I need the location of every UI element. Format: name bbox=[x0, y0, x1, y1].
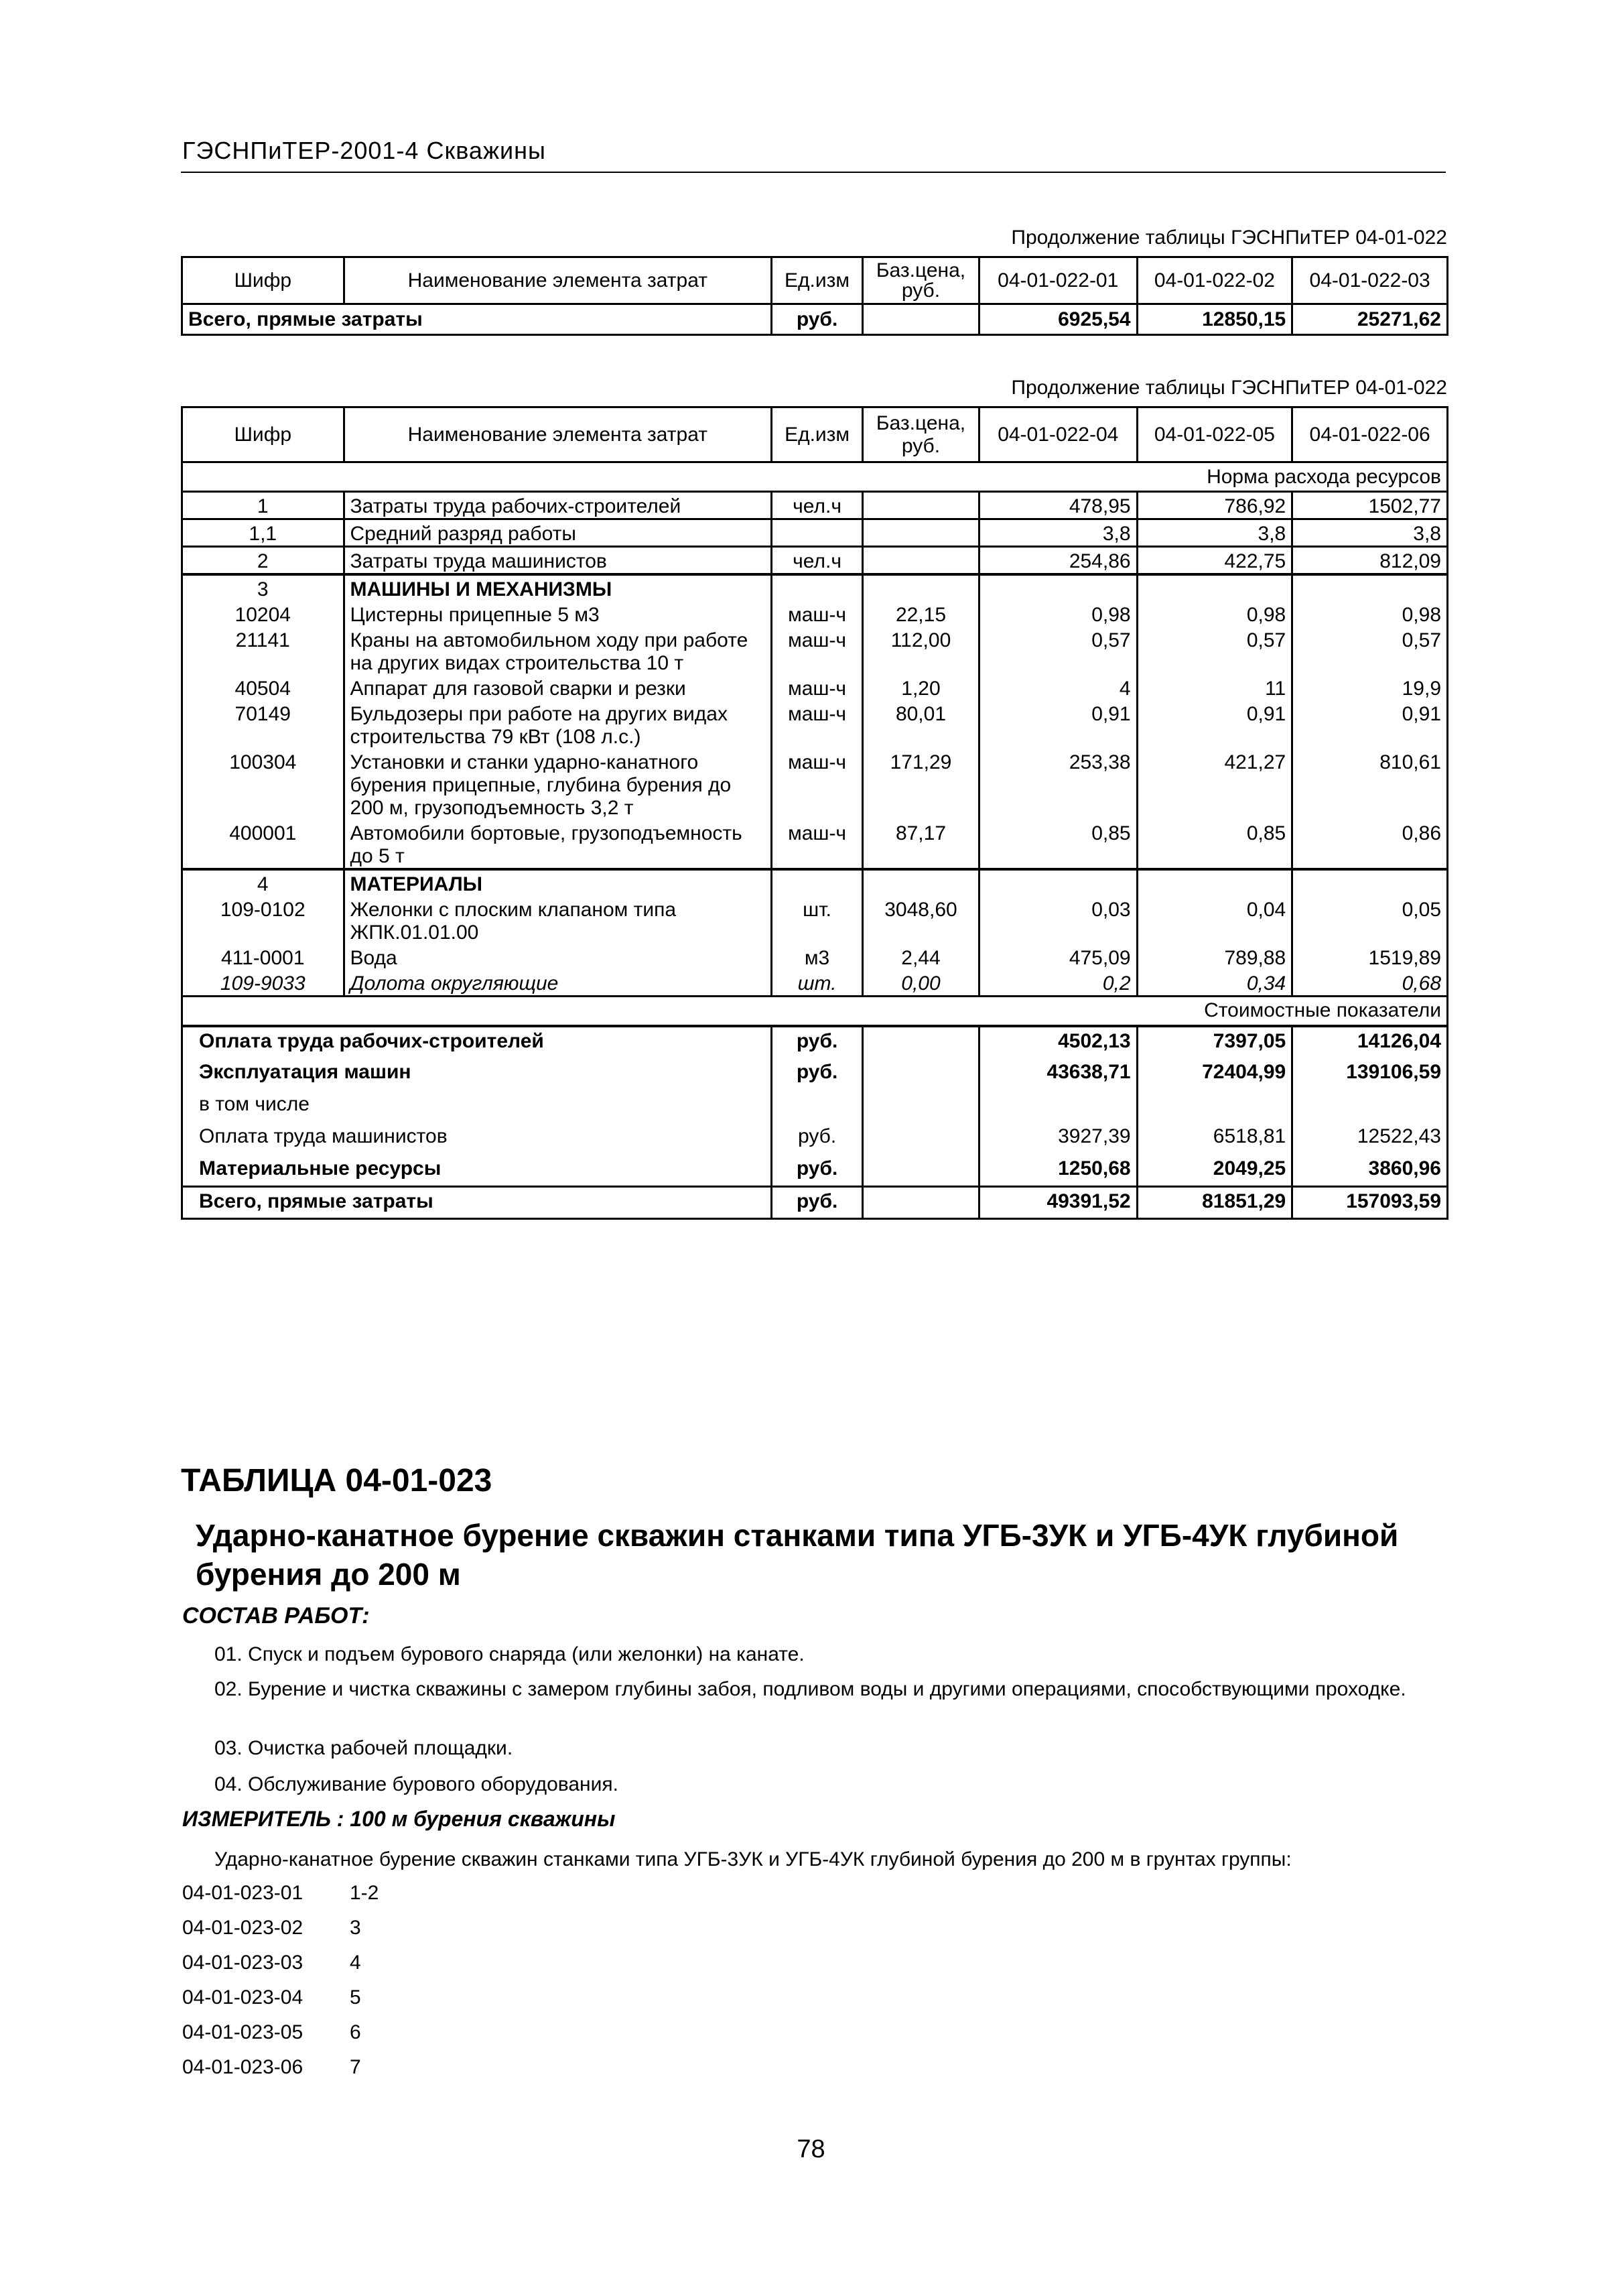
code: 04-01-023-03 bbox=[182, 1952, 303, 1974]
unit-cell: чел.ч bbox=[772, 492, 863, 519]
price-cell: 171,29 bbox=[863, 749, 979, 820]
col-2-header: 04-01-022-05 bbox=[1137, 407, 1292, 462]
resource-row bbox=[182, 970, 1448, 997]
cost-row bbox=[182, 1026, 1448, 1058]
table1-total-row bbox=[182, 304, 1448, 335]
unit-cell: шт. bbox=[772, 970, 863, 997]
unit-cell: маш-ч bbox=[772, 627, 863, 675]
cost-label: Оплата труда машинистов bbox=[182, 1123, 772, 1155]
name-cell: Вода bbox=[344, 944, 772, 970]
col-price-header: Баз.цена, руб. bbox=[863, 257, 979, 304]
value-cell: 0,91 bbox=[979, 700, 1137, 749]
col-unit-header: Ед.изм bbox=[772, 257, 863, 304]
value-cell: 3,8 bbox=[979, 519, 1137, 547]
table1-header-row bbox=[182, 257, 1448, 304]
cost-row bbox=[182, 1090, 1448, 1123]
value-cell: 0,98 bbox=[1292, 601, 1448, 627]
cost-label: Оплата труда рабочих-строителей bbox=[182, 1026, 772, 1058]
group: 3 bbox=[350, 1917, 361, 1939]
cost-row bbox=[182, 1155, 1448, 1187]
resource-row bbox=[182, 519, 1448, 547]
value-cell: 0,85 bbox=[1137, 820, 1292, 869]
resource-row bbox=[182, 700, 1448, 749]
price-cell bbox=[863, 547, 979, 575]
col-2-header: 04-01-022-02 bbox=[1137, 257, 1292, 304]
group: 1-2 bbox=[350, 1882, 379, 1904]
value-cell: 0,68 bbox=[1292, 970, 1448, 997]
value-cell: 3,8 bbox=[1292, 519, 1448, 547]
value-cell bbox=[1292, 574, 1448, 601]
code-cell: 1 bbox=[182, 492, 344, 519]
section-title: Ударно-канатное бурение скважин станками типа УГБ-3УК и УГБ-4УК глубиной бурения до 200 м bbox=[196, 1518, 1399, 1592]
cost-label: в том числе bbox=[182, 1090, 772, 1123]
cost-value: 2049,25 bbox=[1137, 1155, 1292, 1187]
col-code-header: Шифр bbox=[182, 257, 344, 304]
cost-unit: руб. bbox=[772, 1058, 863, 1090]
name-cell: Желонки с плоским клапаном типа ЖПК.01.01.00 bbox=[344, 896, 772, 944]
value-cell: 3,8 bbox=[1137, 519, 1292, 547]
value-cell bbox=[1137, 574, 1292, 601]
name-cell: МАТЕРИАЛЫ bbox=[344, 869, 772, 896]
value-cell: 19,9 bbox=[1292, 675, 1448, 700]
cost-value: 49391,52 bbox=[979, 1187, 1137, 1219]
price-cell: 87,17 bbox=[863, 820, 979, 869]
value-cell: 1502,77 bbox=[1292, 492, 1448, 519]
cost-value: 1250,68 bbox=[979, 1155, 1137, 1187]
value-cell: 0,57 bbox=[979, 627, 1137, 675]
value-cell: 0,91 bbox=[1292, 700, 1448, 749]
value-cell: 0,57 bbox=[1137, 627, 1292, 675]
resource-row bbox=[182, 944, 1448, 970]
cost-value: 6518,81 bbox=[1137, 1123, 1292, 1155]
table1-continuation: Продолжение таблицы ГЭСНПиТЕР 04-01-022 bbox=[1011, 227, 1447, 249]
cost-value: 43638,71 bbox=[979, 1058, 1137, 1090]
total-label: Всего, прямые затраты bbox=[182, 304, 772, 335]
value-cell bbox=[979, 574, 1137, 601]
unit-cell: маш-ч bbox=[772, 675, 863, 700]
value-cell bbox=[1137, 869, 1292, 896]
code-cell: 21141 bbox=[182, 627, 344, 675]
group: 5 bbox=[350, 1986, 361, 2008]
resource-row bbox=[182, 869, 1448, 896]
code-item bbox=[182, 2021, 379, 2056]
price-cell: 1,20 bbox=[863, 675, 979, 700]
resource-row bbox=[182, 547, 1448, 575]
col-unit-header: Ед.изм bbox=[772, 407, 863, 462]
resource-row bbox=[182, 749, 1448, 820]
col-3-header: 04-01-022-06 bbox=[1292, 407, 1448, 462]
cost-row bbox=[182, 1123, 1448, 1155]
price-cell bbox=[863, 519, 979, 547]
header-rule bbox=[181, 172, 1446, 173]
resource-row bbox=[182, 574, 1448, 601]
resource-row bbox=[182, 627, 1448, 675]
cost-row bbox=[182, 1187, 1448, 1219]
cost-header-label: Стоимостные показатели bbox=[182, 997, 1448, 1026]
value-cell bbox=[1292, 869, 1448, 896]
cost-unit: руб. bbox=[772, 1155, 863, 1187]
unit-cell: чел.ч bbox=[772, 547, 863, 575]
code: 04-01-023-02 bbox=[182, 1917, 303, 1939]
code-item bbox=[182, 1882, 379, 1917]
total-price bbox=[863, 304, 979, 335]
cost-value bbox=[1292, 1090, 1448, 1123]
cost-value: 14126,04 bbox=[1292, 1026, 1448, 1058]
table-title: ТАБЛИЦА 04-01-023 bbox=[181, 1463, 492, 1498]
unit-cell bbox=[772, 519, 863, 547]
cost-price bbox=[863, 1123, 979, 1155]
cost-value: 72404,99 bbox=[1137, 1058, 1292, 1090]
value-cell: 421,27 bbox=[1137, 749, 1292, 820]
cost-price bbox=[863, 1058, 979, 1090]
value-cell: 254,86 bbox=[979, 547, 1137, 575]
name-cell: Цистерны прицепные 5 м3 bbox=[344, 601, 772, 627]
name-cell: МАШИНЫ И МЕХАНИЗМЫ bbox=[344, 574, 772, 601]
code-cell: 3 bbox=[182, 574, 344, 601]
resource-row bbox=[182, 820, 1448, 869]
code-cell: 70149 bbox=[182, 700, 344, 749]
value-cell: 812,09 bbox=[1292, 547, 1448, 575]
code-item bbox=[182, 1917, 379, 1952]
cost-unit: руб. bbox=[772, 1026, 863, 1058]
code-cell: 2 bbox=[182, 547, 344, 575]
page-number: 78 bbox=[797, 2135, 825, 2163]
price-cell: 22,15 bbox=[863, 601, 979, 627]
cost-label: Всего, прямые затраты bbox=[182, 1187, 772, 1219]
code-item bbox=[182, 1986, 379, 2021]
value-cell: 0,2 bbox=[979, 970, 1137, 997]
price-cell: 80,01 bbox=[863, 700, 979, 749]
value-cell: 11 bbox=[1137, 675, 1292, 700]
col-1-header: 04-01-022-04 bbox=[979, 407, 1137, 462]
value-cell: 786,92 bbox=[1137, 492, 1292, 519]
code-cell: 411-0001 bbox=[182, 944, 344, 970]
value-cell bbox=[979, 869, 1137, 896]
cost-label: Материальные ресурсы bbox=[182, 1155, 772, 1187]
price-cell: 3048,60 bbox=[863, 896, 979, 944]
resource-row bbox=[182, 492, 1448, 519]
cost-value: 7397,05 bbox=[1137, 1026, 1292, 1058]
code-cell: 4 bbox=[182, 869, 344, 896]
group: 7 bbox=[350, 2056, 361, 2078]
code: 04-01-023-01 bbox=[182, 1882, 303, 1904]
col-3-header: 04-01-022-03 bbox=[1292, 257, 1448, 304]
cost-value: 157093,59 bbox=[1292, 1187, 1448, 1219]
code: 04-01-023-04 bbox=[182, 1986, 303, 2008]
work-item: 04. Обслуживание бурового оборудования. bbox=[214, 1773, 618, 1795]
name-cell: Затраты труда машинистов bbox=[344, 547, 772, 575]
price-cell bbox=[863, 574, 979, 601]
work-item: 01. Спуск и подъем бурового снаряда (или желонки) на канате. bbox=[214, 1643, 805, 1665]
unit-cell: маш-ч bbox=[772, 820, 863, 869]
cost-label: Эксплуатация машин bbox=[182, 1058, 772, 1090]
code: 04-01-023-06 bbox=[182, 2056, 303, 2078]
cost-unit: руб. bbox=[772, 1187, 863, 1219]
cost-value: 3860,96 bbox=[1292, 1155, 1448, 1187]
table1 bbox=[181, 256, 1448, 336]
name-cell: Затраты труда рабочих-строителей bbox=[344, 492, 772, 519]
col-code-header: Шифр bbox=[182, 407, 344, 462]
value-cell: 1519,89 bbox=[1292, 944, 1448, 970]
work-item: 03. Очистка рабочей площадки. bbox=[214, 1737, 513, 1759]
intro-text: Ударно-канатное бурение скважин станками типа УГБ-3УК и УГБ-4УК глубиной бурения до 200 м в грунтах группы: bbox=[214, 1848, 1292, 1870]
group: 4 bbox=[350, 1952, 361, 1974]
meter-line: ИЗМЕРИТЕЛЬ : 100 м бурения скважины bbox=[182, 1807, 616, 1831]
price-cell: 2,44 bbox=[863, 944, 979, 970]
cost-value: 3927,39 bbox=[979, 1123, 1137, 1155]
total-v1: 6925,54 bbox=[979, 304, 1137, 335]
resource-row bbox=[182, 601, 1448, 627]
cost-value: 12522,43 bbox=[1292, 1123, 1448, 1155]
value-cell: 0,03 bbox=[979, 896, 1137, 944]
value-cell: 0,91 bbox=[1137, 700, 1292, 749]
value-cell: 789,88 bbox=[1137, 944, 1292, 970]
unit-cell: шт. bbox=[772, 896, 863, 944]
value-cell: 0,34 bbox=[1137, 970, 1292, 997]
value-cell: 0,57 bbox=[1292, 627, 1448, 675]
code-item bbox=[182, 1952, 379, 1986]
cost-price bbox=[863, 1090, 979, 1123]
value-cell: 475,09 bbox=[979, 944, 1137, 970]
total-v2: 12850,15 bbox=[1137, 304, 1292, 335]
unit-cell bbox=[772, 574, 863, 601]
code: 04-01-023-05 bbox=[182, 2021, 303, 2043]
code-cell: 109-9033 bbox=[182, 970, 344, 997]
name-cell: Краны на автомобильном ходу при работе на других видах строительства 10 т bbox=[344, 627, 772, 675]
unit-cell bbox=[772, 869, 863, 896]
table2-continuation: Продолжение таблицы ГЭСНПиТЕР 04-01-022 bbox=[1011, 377, 1447, 399]
unit-cell: маш-ч bbox=[772, 700, 863, 749]
code-cell: 109-0102 bbox=[182, 896, 344, 944]
code-item bbox=[182, 2056, 379, 2091]
price-cell: 112,00 bbox=[863, 627, 979, 675]
code-cell: 100304 bbox=[182, 749, 344, 820]
code-cell: 40504 bbox=[182, 675, 344, 700]
value-cell: 0,85 bbox=[979, 820, 1137, 869]
work-item: 02. Бурение и чистка скважины с замером глубины забоя, подливом воды и другими операциями, способствующими проходке. bbox=[214, 1678, 1406, 1700]
name-cell: Автомобили бортовые, грузоподъемность до 5 т bbox=[344, 820, 772, 869]
value-cell: 253,38 bbox=[979, 749, 1137, 820]
cost-unit bbox=[772, 1090, 863, 1123]
cost-price bbox=[863, 1187, 979, 1219]
value-cell: 810,61 bbox=[1292, 749, 1448, 820]
resource-row bbox=[182, 675, 1448, 700]
name-cell: Бульдозеры при работе на других видах строительства 79 кВт (108 л.с.) bbox=[344, 700, 772, 749]
norma-row bbox=[182, 462, 1448, 492]
resource-row bbox=[182, 896, 1448, 944]
cost-price bbox=[863, 1026, 979, 1058]
cost-row bbox=[182, 1058, 1448, 1090]
table2-header-row bbox=[182, 407, 1448, 462]
col-1-header: 04-01-022-01 bbox=[979, 257, 1137, 304]
value-cell: 422,75 bbox=[1137, 547, 1292, 575]
cost-value bbox=[979, 1090, 1137, 1123]
cost-header-row bbox=[182, 997, 1448, 1026]
col-name-header: Наименование элемента затрат bbox=[344, 257, 772, 304]
name-cell: Установки и станки ударно-канатного бурения прицепные, глубина бурения до 200 м, грузоподъемность 3,2 т bbox=[344, 749, 772, 820]
cost-unit: руб. bbox=[772, 1123, 863, 1155]
cost-value bbox=[1137, 1090, 1292, 1123]
name-cell: Долота округляющие bbox=[344, 970, 772, 997]
unit-cell: маш-ч bbox=[772, 749, 863, 820]
price-cell bbox=[863, 869, 979, 896]
value-cell: 478,95 bbox=[979, 492, 1137, 519]
table2 bbox=[181, 406, 1448, 1220]
cost-value: 81851,29 bbox=[1137, 1187, 1292, 1219]
norma-label: Норма расхода ресурсов bbox=[182, 462, 1448, 492]
unit-cell: м3 bbox=[772, 944, 863, 970]
code-cell: 10204 bbox=[182, 601, 344, 627]
works-heading: СОСТАВ РАБОТ: bbox=[182, 1603, 370, 1629]
running-header: ГЭСНПиТЕР-2001-4 Скважины bbox=[182, 137, 546, 164]
cost-value: 4502,13 bbox=[979, 1026, 1137, 1058]
value-cell: 0,98 bbox=[979, 601, 1137, 627]
value-cell: 4 bbox=[979, 675, 1137, 700]
total-v3: 25271,62 bbox=[1292, 304, 1448, 335]
codes-list bbox=[182, 1882, 379, 2091]
value-cell: 0,86 bbox=[1292, 820, 1448, 869]
col-price-header: Баз.цена, руб. bbox=[863, 407, 979, 462]
name-cell: Средний разряд работы bbox=[344, 519, 772, 547]
unit-cell: маш-ч bbox=[772, 601, 863, 627]
cost-price bbox=[863, 1155, 979, 1187]
cost-value: 139106,59 bbox=[1292, 1058, 1448, 1090]
total-unit: руб. bbox=[772, 304, 863, 335]
col-name-header: Наименование элемента затрат bbox=[344, 407, 772, 462]
group: 6 bbox=[350, 2021, 361, 2043]
name-cell: Аппарат для газовой сварки и резки bbox=[344, 675, 772, 700]
code-cell: 1,1 bbox=[182, 519, 344, 547]
value-cell: 0,98 bbox=[1137, 601, 1292, 627]
value-cell: 0,05 bbox=[1292, 896, 1448, 944]
value-cell: 0,04 bbox=[1137, 896, 1292, 944]
price-cell: 0,00 bbox=[863, 970, 979, 997]
price-cell bbox=[863, 492, 979, 519]
code-cell: 400001 bbox=[182, 820, 344, 869]
